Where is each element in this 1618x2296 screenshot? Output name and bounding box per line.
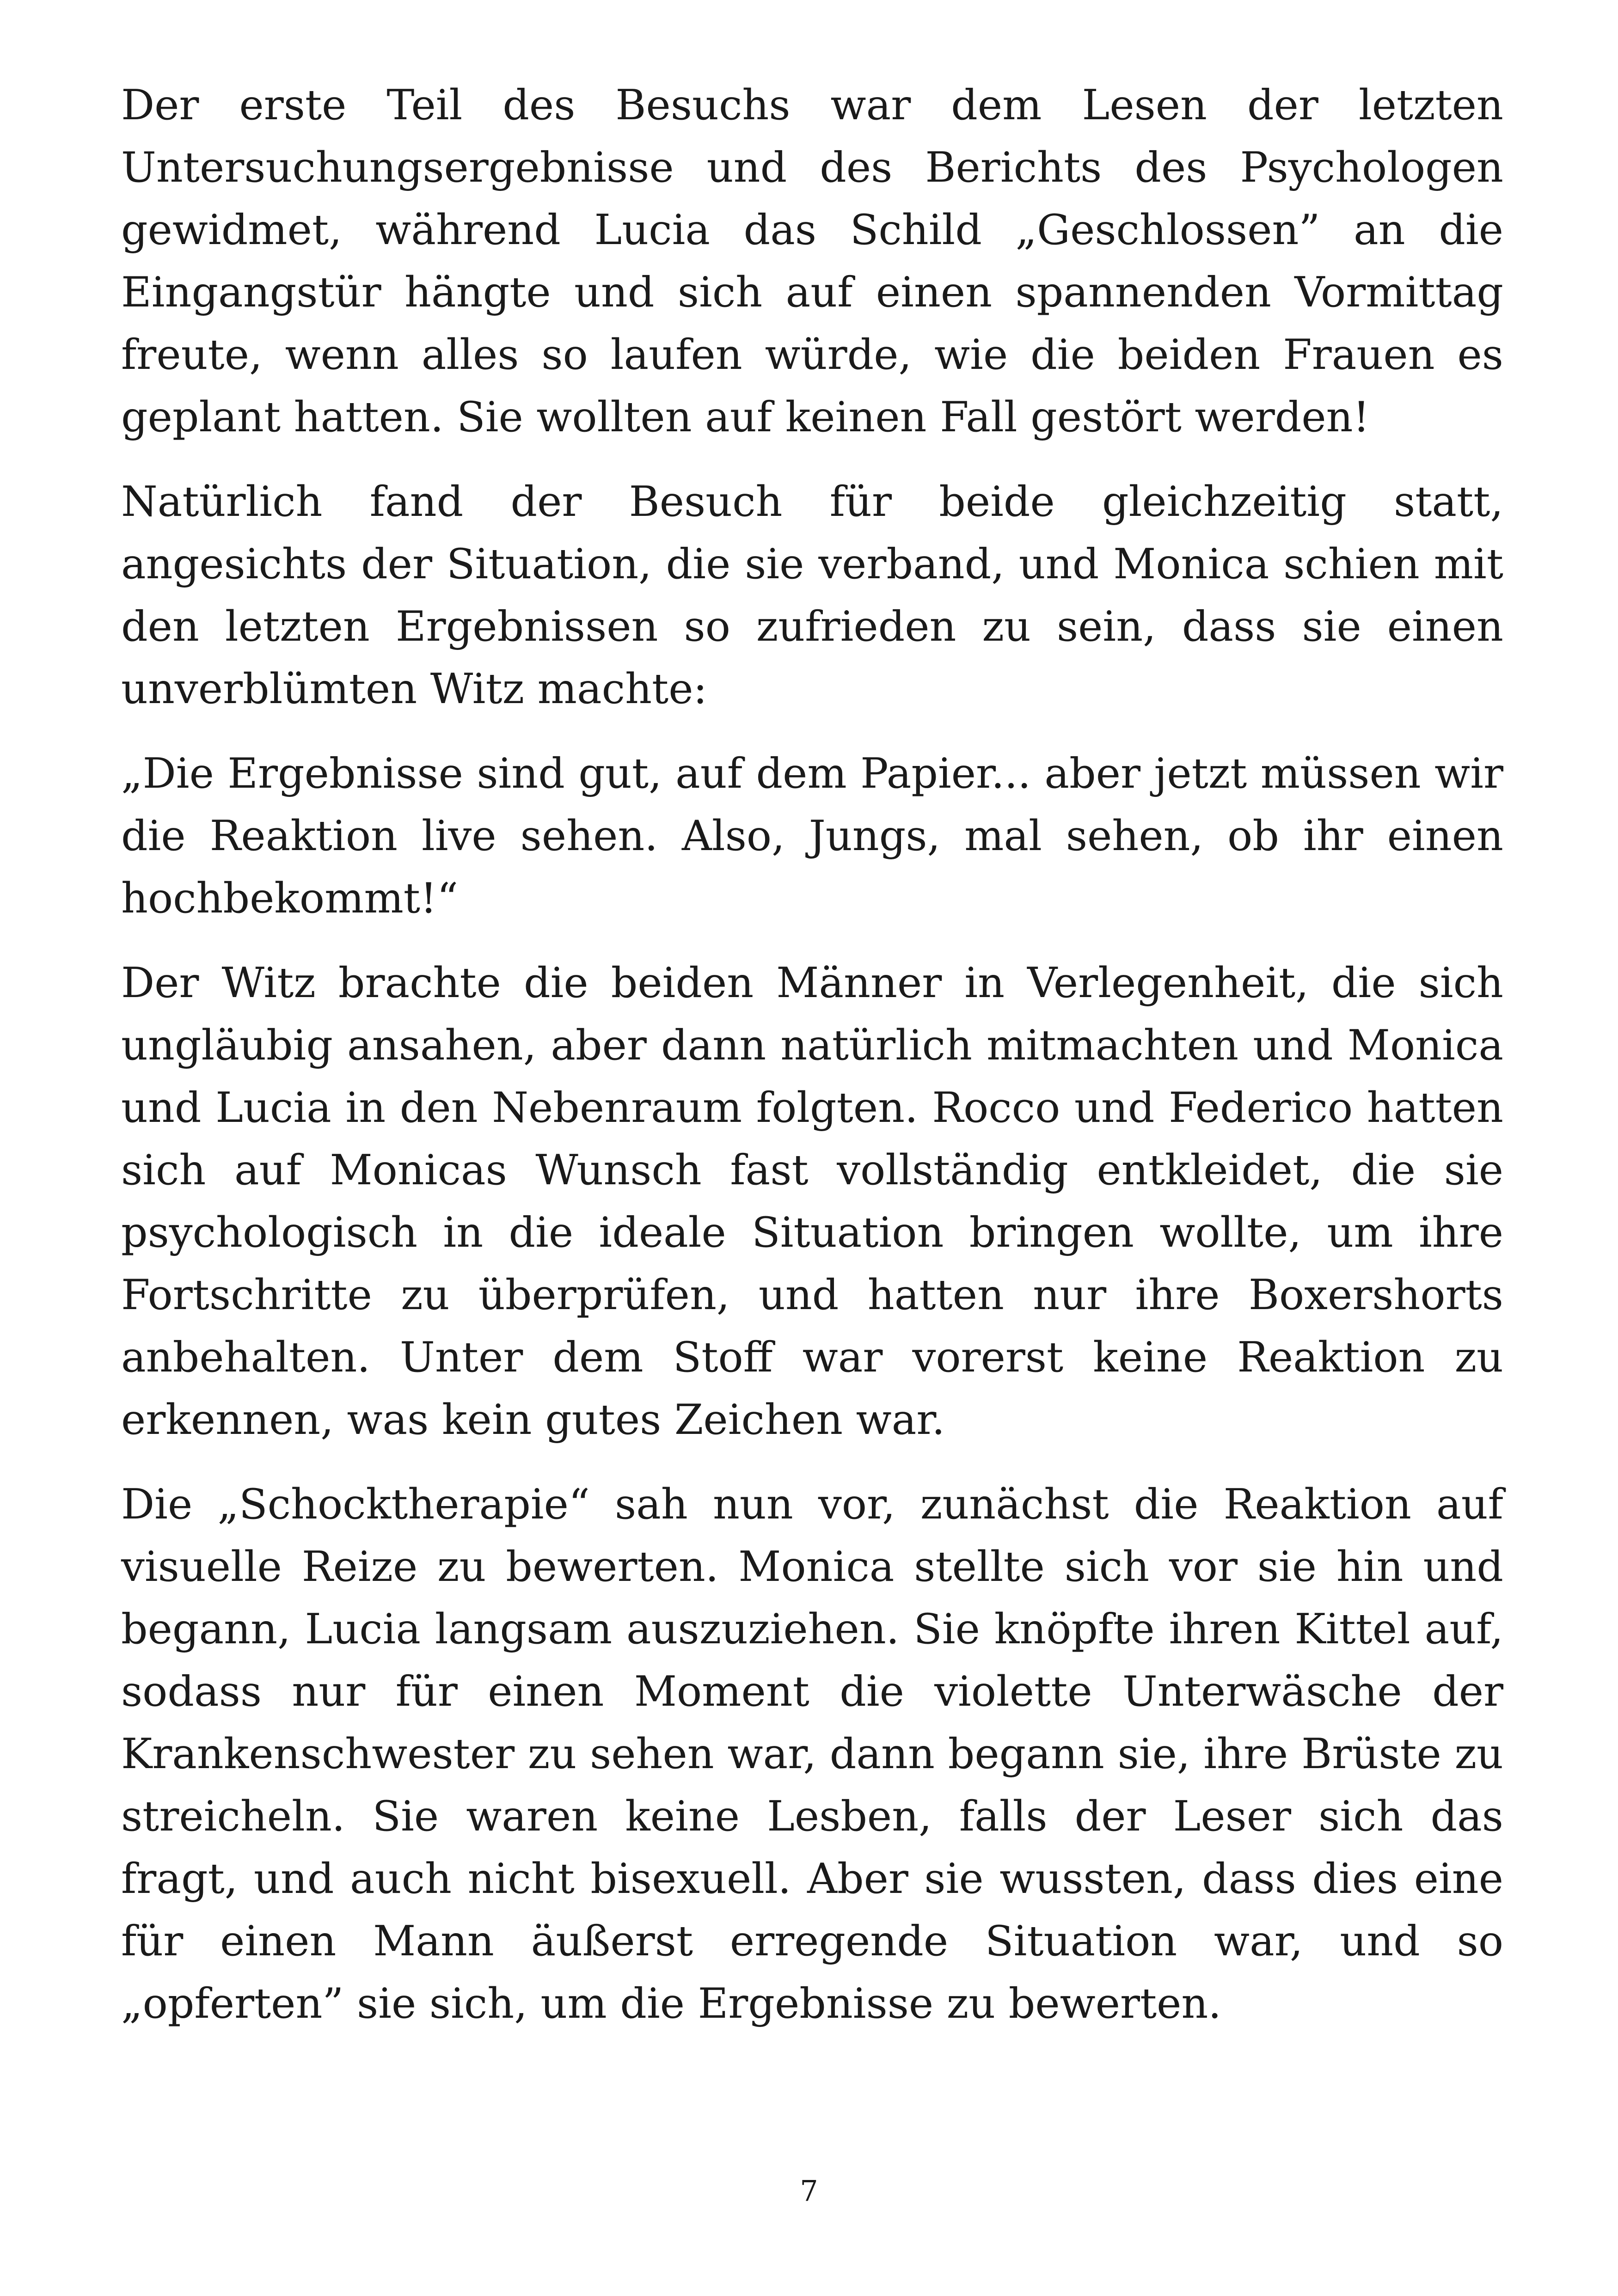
paragraph-5: Die „Schocktherapie“ sah nun vor, zunächst die Reaktion auf visuelle Reize zu bewerten. Monica stellte sich vor sie hin und begann, Lucia langsam auszuziehen. Sie knöpfte ihren Kittel auf, sodass nur für einen Moment die violette Unterwäsche der Krankenschwester zu sehen war, dann begann sie, ihre Brüste zu streicheln. Sie waren keine Lesben, falls der Leser sich das fragt, und auch nicht bisexuell. Aber sie wussten, dass dies eine für einen Mann äußerst erregende Situation war, und so „opferten” sie sich, um die Ergebnisse zu bewerten.: [121, 1480, 1503, 2028]
paragraph-1: Der erste Teil des Besuchs war dem Lesen der letzten Untersuchungsergebnisse und des Berichts des Psychologen gewidmet, während Lucia das Schild „Geschlossen” an die Eingangstür hängte und sich auf einen spannenden Vormittag freute, wenn alles so laufen würde, wie die beiden Frauen es geplant hatten. Sie wollten auf keinen Fall gestört werden!: [121, 81, 1503, 441]
paragraph-3: „Die Ergebnisse sind gut, auf dem Papier... aber jetzt müssen wir die Reaktion live sehen. Also, Jungs, mal sehen, ob ihr einen hochbekommt!“: [121, 749, 1503, 923]
page-text-body: [121, 74, 1503, 2057]
paragraph-4: Der Witz brachte die beiden Männer in Verlegenheit, die sich ungläubig ansahen, aber dann natürlich mitmachten und Monica und Lucia in den Nebenraum folgten. Rocco und Federico hatten sich auf Monicas Wunsch fast vollständig entkleidet, die sie psychologisch in die ideale Situation bringen wollte, um ihre Fortschritte zu überprüfen, und hatten nur ihre Boxershorts anbehalten. Unter dem Stoff war vorerst keine Reaktion zu erkennen, was kein gutes Zeichen war.: [121, 959, 1503, 1444]
page-number: 7: [800, 2174, 818, 2208]
paragraph-2: Natürlich fand der Besuch für beide gleichzeitig statt, angesichts der Situation, die sie verband, und Monica schien mit den letzten Ergebnissen so zufrieden zu sein, dass sie einen unverblümten Witz machte:: [121, 478, 1503, 713]
